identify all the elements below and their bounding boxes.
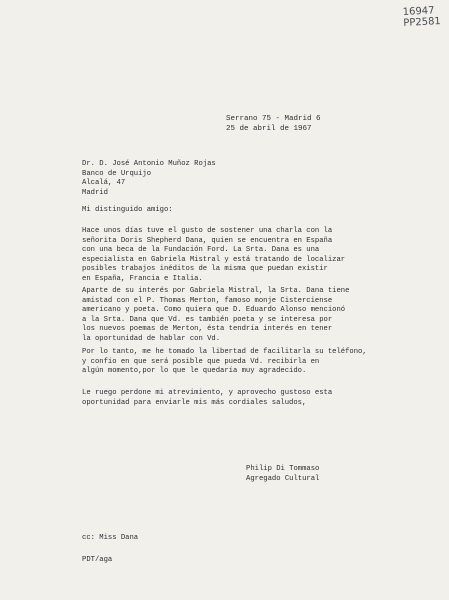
recipient-org: Banco de Urquijo bbox=[82, 169, 152, 178]
body-paragraph-4: Le ruego perdone mi atrevimiento, y aprovecho gustoso esta oportunidad para enviarle mis más cordiales saludos, bbox=[82, 389, 333, 407]
sender-location: Serrano 75 - Madrid 6 bbox=[226, 115, 321, 123]
carbon-copy: cc: Miss Dana bbox=[82, 534, 139, 542]
recipient-street: Alcalá, 47 bbox=[82, 179, 126, 188]
signatory-name: Philip Di Tommaso bbox=[246, 465, 320, 473]
body-paragraph-2: Aparte de su interés por Gabriela Mistral, la Srta. Dana tiene amistad con el P. Thomas Merton, famoso monje Cisterciense americano y poeta. Como quiera que D. Eduardo Alonso mencionó a la Srta. Dana que Vd. es también poeta y se interesa por los nuevos poemas de Merton, ésta tendría interés en tener la oportunidad de hablar con Vd. bbox=[82, 287, 350, 343]
archive-code: PP2581 bbox=[403, 16, 442, 29]
archive-reference bbox=[403, 5, 442, 29]
recipient-address bbox=[82, 160, 216, 198]
signatory-title: Agregado Cultural bbox=[246, 475, 320, 483]
archive-number: 16947 bbox=[402, 5, 436, 18]
body-paragraph-1: Hace unos días tuve el gusto de sostener una charla con la señorita Doris Shepherd Dana, quien se encuentra en España con una beca de la Fundación Ford. La Srta. Dana es una especialista en Gabriela Mistral y está tratando de localizar posibles trabajos inéditos de la misma que puedan existir en España, Francia e Italia. bbox=[82, 227, 346, 283]
body-paragraph-3: Por lo tanto, me he tomado la libertad de facilitarla su teléfono, y confío en que será posible que pueda Vd. recibirla en algún momento,por lo que le quedaría muy agradecido. bbox=[82, 348, 367, 376]
recipient-name: Dr. D. José Antonio Muñoz Rojas bbox=[82, 160, 216, 168]
letter-date: 25 de abril de 1967 bbox=[226, 125, 312, 133]
signature-block bbox=[246, 464, 319, 484]
salutation: Mi distinguido amigo: bbox=[82, 206, 173, 214]
typist-initials: PDT/aga bbox=[82, 556, 113, 564]
letter-dateline bbox=[226, 114, 321, 134]
recipient-city: Madrid bbox=[82, 188, 108, 197]
